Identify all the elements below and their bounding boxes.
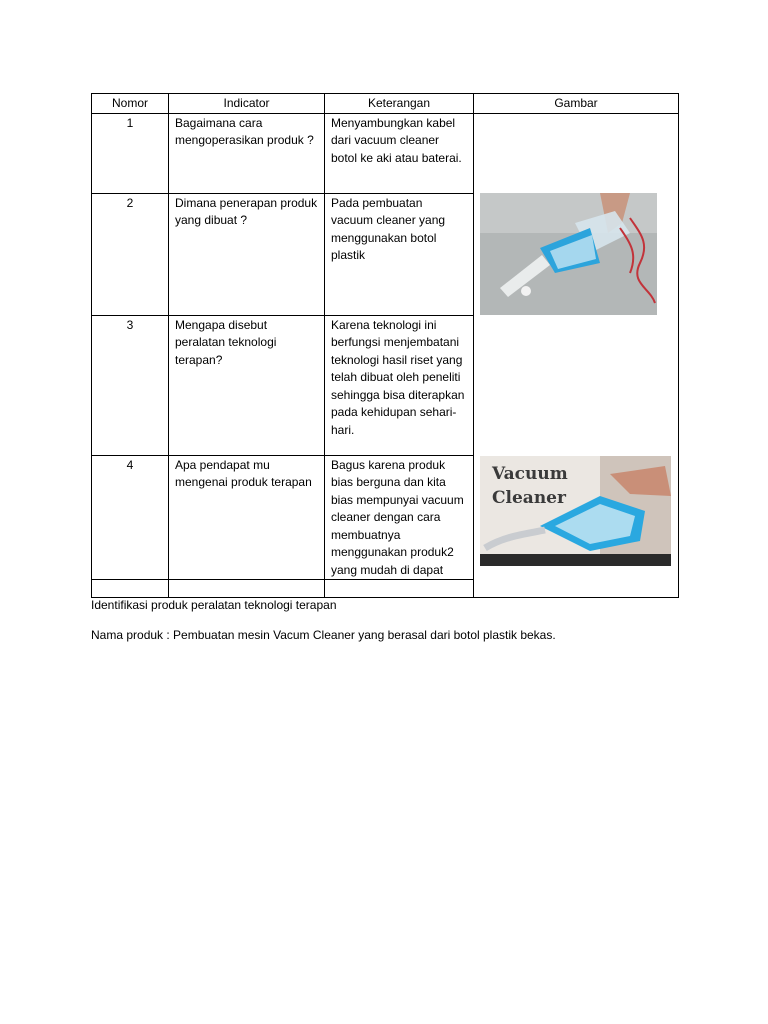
header-indicator: Indicator (169, 94, 325, 114)
row-indicator: Bagaimana cara mengoperasikan produk ? (169, 113, 325, 193)
empty-cell (169, 580, 325, 598)
header-keterangan: Keterangan (325, 94, 474, 114)
header-nomor: Nomor (92, 94, 169, 114)
table-row (92, 113, 679, 193)
row-keterangan: Karena teknologi ini berfungsi menjembatani teknologi hasil riset yang telah dibuat oleh peneliti sehingga bisa diterapkan pada kehidupan sehari-hari. (325, 315, 474, 455)
row-number: 4 (92, 455, 169, 580)
identification-table (91, 93, 679, 598)
row-indicator: Mengapa disebut peralatan teknologi terapan? (169, 315, 325, 455)
table-header-row (92, 94, 679, 114)
row-indicator: Dimana penerapan produk yang dibuat ? (169, 193, 325, 315)
gambar-cell (474, 113, 679, 598)
row-keterangan: Menyambungkan kabel dari vacuum cleaner botol ke aki atau baterai. (325, 113, 474, 193)
empty-cell (325, 580, 474, 598)
identification-caption: Identifikasi produk peralatan teknologi terapan (91, 598, 337, 612)
vacuum-cleaner-logo-text: Vacuum Cleaner (492, 463, 568, 508)
row-keterangan: Pada pembuatan vacuum cleaner yang menggunakan botol plastik (325, 193, 474, 315)
header-gambar: Gambar (474, 94, 679, 114)
row-number: 2 (92, 193, 169, 315)
vacuum-bottle-photo (480, 193, 657, 315)
row-keterangan: Bagus karena produk bias berguna dan kita bias mempunyai vacuum cleaner dengan cara membuatnya menggunakan produk2 yang mudah di dapat (325, 455, 474, 580)
product-name-caption: Nama produk : Pembuatan mesin Vacum Cleaner yang berasal dari botol plastik bekas. (91, 628, 556, 642)
empty-cell (92, 580, 169, 598)
row-indicator: Apa pendapat mu mengenai produk terapan (169, 455, 325, 580)
vacuum-cleaner-photo (480, 456, 671, 566)
row-number: 3 (92, 315, 169, 455)
row-number: 1 (92, 113, 169, 193)
